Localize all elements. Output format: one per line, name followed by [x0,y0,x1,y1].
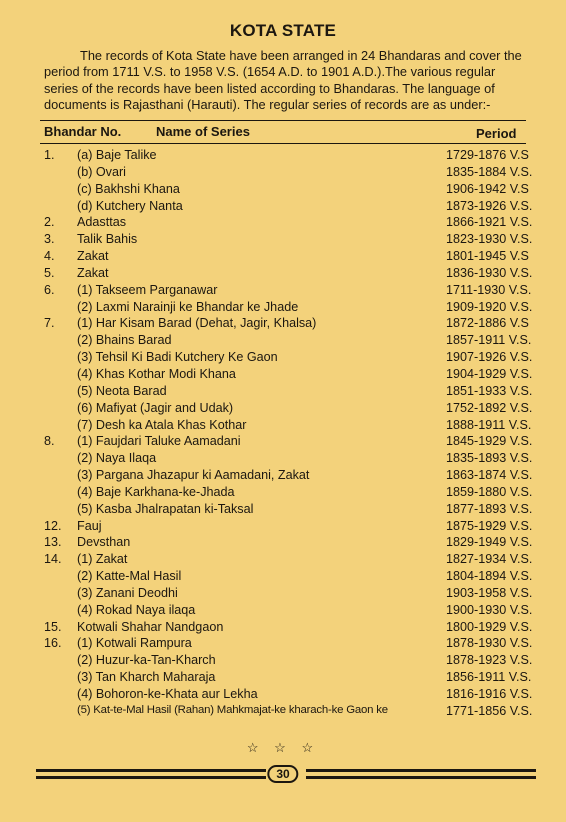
bhandar-number: 2. [44,215,55,230]
series-name: (4) Khas Kothar Modi Khana [77,366,236,381]
series-period: 1856-1911 V.S. [446,670,532,685]
series-name: Kotwali Shahar Nandgaon [77,619,224,634]
series-name: (1) Kotwali Rampura [77,636,192,651]
table-row [0,620,566,637]
series-period: 1835-1884 V.S. [446,164,533,179]
footer-rule-right-lower [306,776,536,779]
table-row [0,519,566,536]
series-name: (b) Ovari [77,164,126,179]
series-name: (1) Har Kisam Barad (Dehat, Jagir, Khalsa) [77,316,317,331]
table-row [0,451,566,468]
series-period: 1872-1886 V.S [446,316,529,331]
series-period: 1878-1930 V.S. [446,636,533,651]
series-name: (5) Kasba Jhalrapatan ki-Taksal [77,501,254,516]
intro-line: period from 1711 V.S. to 1958 V.S. (1654 A.D. to 1901 A.D.).The various regular [44,64,496,80]
table-row [0,552,566,569]
series-period: 1845-1929 V.S. [446,434,533,449]
header-series-name: Name of Series [156,124,250,139]
table-row [0,182,566,199]
series-name: Fauj [77,518,102,533]
series-name: (2) Huzur-ka-Tan-Kharch [77,653,216,668]
series-period: 1829-1949 V.S. [446,535,533,550]
page-title: KOTA STATE [229,21,337,40]
table-row [0,586,566,603]
footer-rule-left [36,769,266,772]
header-top-rule [40,120,526,121]
series-period: 1888-1911 V.S. [446,417,532,432]
table-row [0,687,566,704]
series-period: 1851-1933 V.S. [446,383,533,398]
bhandar-number: 14. [44,552,62,567]
series-period: 1859-1880 V.S. [446,484,533,499]
bhandar-number: 12. [44,518,62,533]
table-row [0,468,566,485]
table-row [0,165,566,182]
series-period: 1873-1926 V.S. [446,198,533,213]
bhandar-number: 6. [44,282,55,297]
table-row [0,148,566,165]
series-name: (1) Faujdari Taluke Aamadani [77,434,241,449]
bhandar-number: 15. [44,619,62,634]
records-table [0,148,566,721]
table-row [0,603,566,620]
series-name: Devsthan [77,535,131,550]
series-name: (2) Naya Ilaqa [77,451,157,466]
bhandar-number: 4. [44,249,55,264]
table-row [0,569,566,586]
table-row [0,653,566,670]
series-period: 1877-1893 V.S. [446,501,533,516]
table-header [44,122,524,142]
series-period: 1904-1929 V.S. [446,366,533,381]
table-row [0,316,566,333]
intro-line: The records of Kota State have been arranged in 24 Bhandaras and cover the [80,48,522,63]
series-name: (7) Desh ka Atala Khas Kothar [77,417,247,432]
series-name: (d) Kutchery Nanta [77,198,183,213]
table-row [0,535,566,552]
table-row [0,232,566,249]
series-period: 1801-1945 V.S [446,249,529,264]
table-row [0,704,566,721]
table-row [0,367,566,384]
footer-rule-right [306,769,536,772]
series-name: (1) Zakat [77,552,128,567]
series-name: (2) Laxmi Narainji ke Bhandar ke Jhade [77,299,299,314]
series-name: (4) Bohoron-ke-Khata aur Lekha [77,687,258,701]
table-row [0,670,566,687]
series-period: 1816-1916 V.S. [446,687,533,701]
series-name: (2) Katte-Mal Hasil [77,569,182,584]
footer-rule-left-lower [36,776,266,779]
series-period: 1752-1892 V.S. [446,400,533,415]
series-name: (3) Zanani Deodhi [77,585,178,600]
series-period: 1878-1923 V.S. [446,653,533,668]
header-bhandar-no: Bhandar No. [44,124,122,139]
table-row [0,350,566,367]
table-row [0,434,566,451]
series-period: 1800-1929 V.S. [446,619,533,634]
series-name: (3) Pargana Jhazapur ki Aamadani, Zakat [77,468,310,483]
intro-line: series of the records have been listed according to Bhandaras. The language of [44,80,495,96]
series-name: Zakat [77,265,109,280]
series-name: Zakat [77,249,109,264]
bhandar-number: 13. [44,535,62,550]
table-row [0,249,566,266]
header-period: Period [476,126,517,141]
series-period: 1771-1856 V.S. [446,703,533,718]
bhandar-number: 16. [44,636,62,651]
series-name: (3) Tan Kharch Maharaja [77,670,216,685]
series-period: 1836-1930 V.S. [446,265,533,280]
ornament-stars: ☆ ☆ ☆ [246,740,320,755]
bhandar-number: 3. [44,232,55,247]
table-row [0,266,566,283]
table-row [0,199,566,216]
series-name: (2) Bhains Barad [77,333,172,348]
table-row [0,333,566,350]
series-period: 1863-1874 V.S. [446,468,533,483]
series-name: (4) Rokad Naya ilaqa [77,602,196,617]
series-period: 1823-1930 V.S. [446,232,533,247]
series-period: 1909-1920 V.S. [446,299,533,314]
series-name: Talik Bahis [77,232,138,247]
table-row [0,283,566,300]
series-name: (1) Takseem Parganawar [77,282,218,297]
series-period: 1827-1934 V.S. [446,552,533,567]
table-row [0,401,566,418]
intro-line: documents is Rajasthani (Harauti). The regular series of records are as under:- [44,97,491,113]
series-period: 1835-1893 V.S. [446,451,533,466]
bhandar-number: 7. [44,316,55,331]
bhandar-number: 1. [44,148,55,162]
series-period: 1804-1894 V.S. [446,569,533,584]
table-row [0,636,566,653]
series-period: 1711-1930 V.S. [446,282,532,297]
page-number: 30 [267,765,298,783]
series-period: 1906-1942 V.S [446,181,529,196]
header-bottom-rule [40,143,526,144]
series-period: 1866-1921 V.S. [446,215,533,230]
table-row [0,300,566,317]
series-period: 1900-1930 V.S. [446,602,533,617]
bhandar-number: 5. [44,265,55,280]
series-period: 1857-1911 V.S. [446,333,532,348]
series-name: (a) Baje Talike [77,148,157,162]
series-period: 1903-1958 V.S. [446,585,533,600]
series-name: (5) Neota Barad [77,383,167,398]
series-name: (4) Baje Karkhana-ke-Jhada [77,484,235,499]
series-period: 1729-1876 V.S [446,148,529,162]
table-row [0,485,566,502]
table-row [0,215,566,232]
series-period: 1875-1929 V.S. [446,518,533,533]
table-row [0,384,566,401]
series-name: (5) Kat-te-Mal Hasil (Rahan) Mahkmajat-ke kharach-ke Gaon ke [77,703,388,716]
series-name: Adasttas [77,215,127,230]
table-row [0,502,566,519]
series-name: (6) Mafiyat (Jagir and Udak) [77,400,234,415]
bhandar-number: 8. [44,434,55,449]
series-name: (3) Tehsil Ki Badi Kutchery Ke Gaon [77,350,278,365]
series-period: 1907-1926 V.S. [446,350,533,365]
intro-paragraph [44,48,554,114]
series-name: (c) Bakhshi Khana [77,181,180,196]
table-row [0,418,566,435]
